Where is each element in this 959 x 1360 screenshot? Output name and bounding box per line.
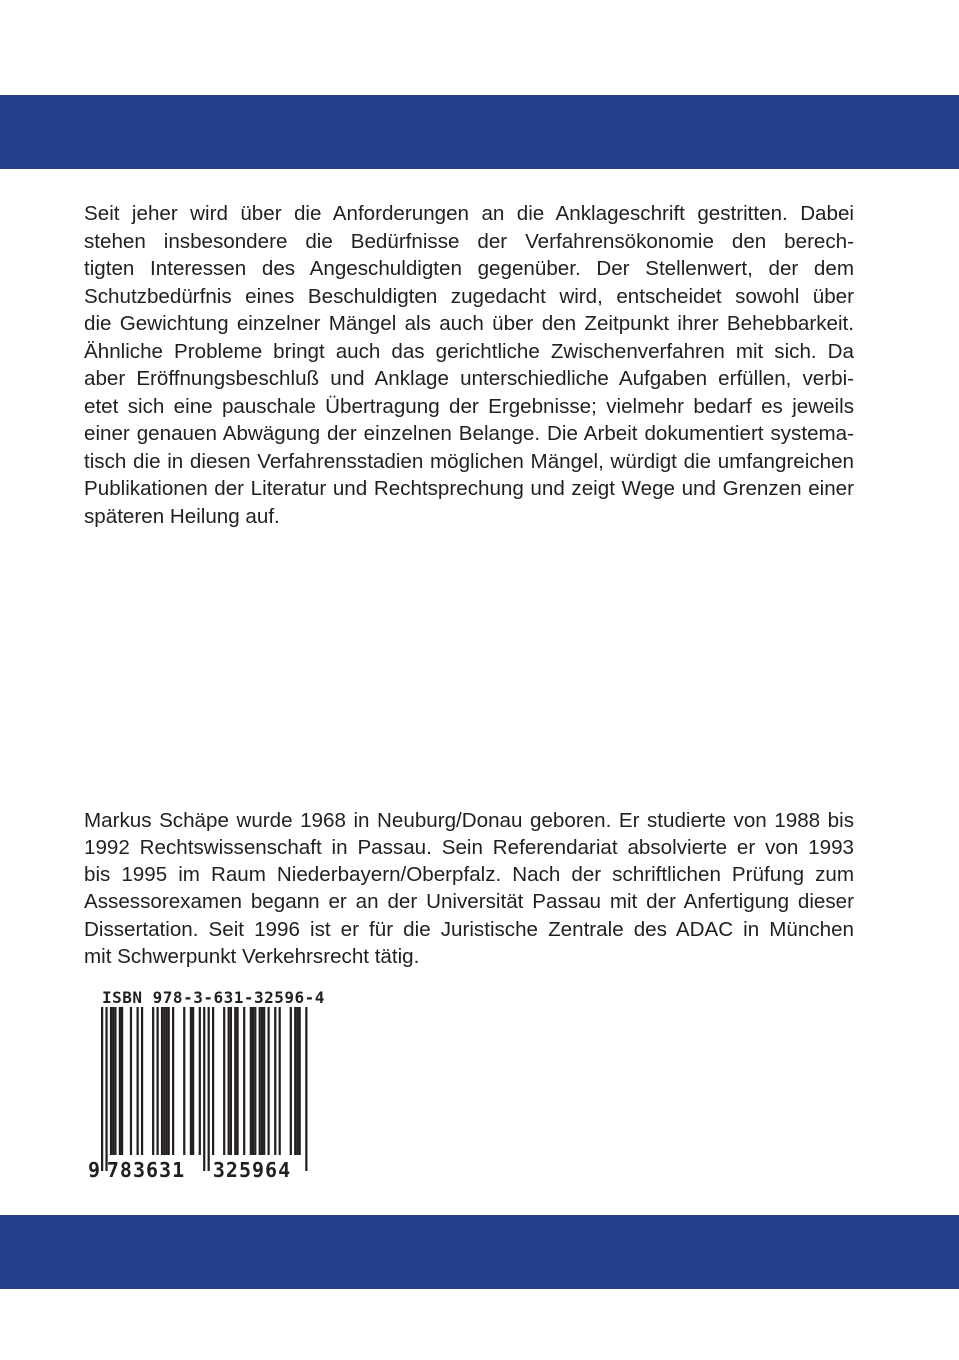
barcode-digits-right: 325964 <box>212 1158 292 1179</box>
barcode-bar <box>259 1007 261 1155</box>
barcode-bar <box>163 1007 165 1155</box>
barcode-bar <box>172 1007 174 1155</box>
barcode-bar <box>183 1007 185 1155</box>
barcode-bar <box>161 1007 163 1155</box>
barcode-bar <box>268 1007 270 1155</box>
barcode-bar <box>279 1007 281 1155</box>
barcode-bar <box>101 1007 103 1171</box>
author-bio <box>84 786 854 991</box>
barcode-bar <box>199 1007 201 1155</box>
barcode-bar <box>212 1007 214 1155</box>
barcode-bar <box>130 1007 132 1155</box>
barcode-bar <box>105 1007 107 1171</box>
barcode-bar <box>203 1007 205 1171</box>
barcode-bar <box>296 1007 298 1155</box>
barcode-bar <box>190 1007 192 1155</box>
barcode-bar <box>252 1007 254 1155</box>
blurb-line: Publikationen der Literatur und Rechtsprechung und zeigt Wege und Grenzen einer <box>84 477 854 500</box>
blurb-line: tigten Interessen des Angeschuldigten gegenüber. Der Stellenwert, der dem <box>84 257 854 280</box>
barcode-bar <box>261 1007 263 1155</box>
barcode-bar <box>192 1007 194 1155</box>
author-bio-line: Dissertation. Seit 1996 ist er für die Juristische Zentrale des ADAC in München <box>84 917 854 941</box>
barcode-bar <box>110 1007 112 1155</box>
author-bio-line: 1992 Rechtswissenschaft in Passau. Sein Referendariat absolvierte er von 1993 <box>84 835 854 859</box>
top-color-band <box>0 95 959 169</box>
barcode-bar <box>230 1007 232 1155</box>
barcode-digits-left: 783631 <box>106 1158 186 1179</box>
barcode-bar <box>228 1007 230 1155</box>
author-bio-line: Assessorexamen begann er an der Universität Passau mit der Anfertigung dieser <box>84 890 854 914</box>
barcode-bar <box>294 1007 296 1155</box>
barcode-bar <box>263 1007 265 1155</box>
barcode-bar <box>254 1007 256 1155</box>
blurb-line: die Gewichtung einzelner Mängel als auch über den Zeitpunkt ihrer Behebbarkeit. <box>84 312 854 335</box>
barcode-bar <box>290 1007 292 1155</box>
barcode-bar <box>305 1007 307 1171</box>
blurb-line: Schutzbedürfnis eines Beschuldigten zugedacht wird, entscheidet sowohl über <box>84 284 854 308</box>
barcode-bar <box>119 1007 121 1155</box>
barcode-bar <box>112 1007 114 1155</box>
barcode-bar <box>121 1007 123 1155</box>
barcode-bar <box>168 1007 170 1155</box>
blurb-line: etet sich eine pauschale Übertragung der Ergebnisse; vielmehr bedarf es jeweils <box>84 394 854 418</box>
blurb-line: späteren Heilung auf. <box>84 504 280 528</box>
author-bio-line: Markus Schäpe wurde 1968 in Neuburg/Donau geboren. Er studierte von 1988 bis <box>84 808 854 832</box>
barcode-bar <box>250 1007 252 1155</box>
isbn-label: ISBN 978-3-631-32596-4 <box>102 988 325 1007</box>
barcode-bar <box>165 1007 167 1155</box>
barcode-bar <box>223 1007 225 1155</box>
barcode-bar <box>236 1007 238 1155</box>
blurb-line: tisch die in diesen Verfahrensstadien möglichen Mängel, würdigt die umfangreichen <box>84 449 854 473</box>
barcode-bar <box>208 1007 210 1171</box>
barcode-bar <box>137 1007 139 1155</box>
barcode-bar <box>299 1007 301 1155</box>
ean-barcode <box>84 1007 309 1179</box>
barcode-bar <box>157 1007 159 1155</box>
blurb-line: Ähnliche Probleme bringt auch das gerichtliche Zwischenverfahren mit sich. Da <box>84 339 854 363</box>
barcode-digit-first: 9 <box>88 1158 101 1179</box>
barcode-bar <box>234 1007 236 1155</box>
author-bio-line: mit Schwerpunkt Verkehrsrecht tätig. <box>84 945 420 969</box>
blurb-line: einer genauen Abwägung der einzelnen Belange. Die Arbeit dokumentiert systema- <box>84 422 854 445</box>
barcode-bar <box>152 1007 154 1155</box>
barcode-bar <box>141 1007 143 1155</box>
blurb-line: stehen insbesondere die Bedürfnisse der Verfahrensökonomie den berech- <box>84 229 854 253</box>
barcode-bar <box>114 1007 116 1155</box>
blurb-line: Seit jeher wird über die Anforderungen an die Anklageschrift gestritten. Dabei <box>84 202 854 225</box>
author-bio-line: bis 1995 im Raum Niederbayern/Oberpfalz. Nach der schriftlichen Prüfung zum <box>84 863 854 887</box>
blurb-line: aber Eröffnungsbeschluß und Anklage unterschiedliche Aufgaben erfüllen, verbi- <box>84 367 854 390</box>
blurb-text <box>84 200 854 530</box>
barcode-bar <box>274 1007 276 1155</box>
barcode-bar <box>243 1007 245 1155</box>
bottom-color-band <box>0 1215 959 1289</box>
